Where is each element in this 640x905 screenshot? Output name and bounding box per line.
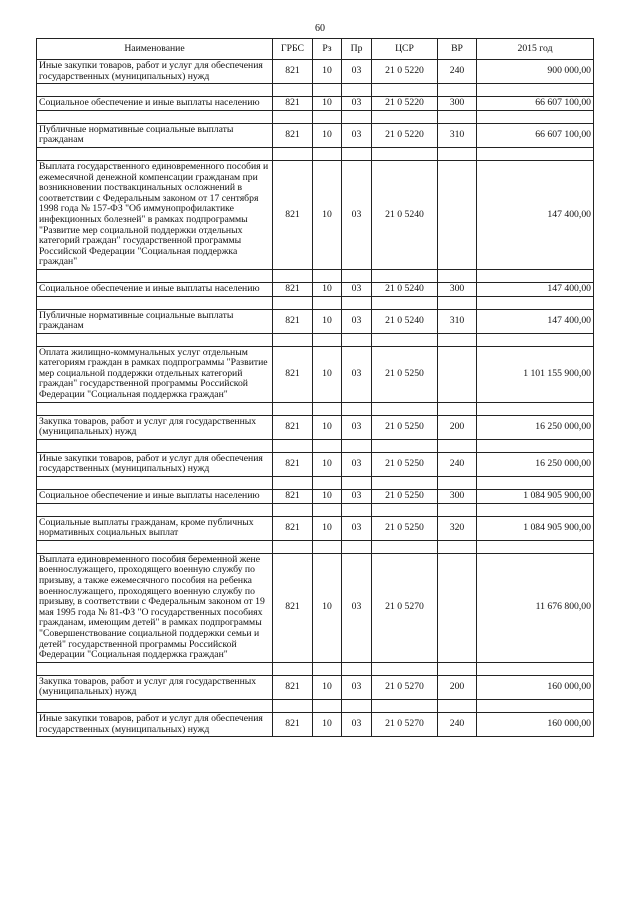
spacer-cell bbox=[273, 439, 313, 452]
spacer-cell bbox=[273, 699, 313, 712]
cell-sum: 11 676 800,00 bbox=[477, 553, 594, 662]
cell-csr: 21 0 5220 bbox=[372, 60, 438, 84]
spacer-cell bbox=[477, 477, 594, 490]
cell-sum: 16 250 000,00 bbox=[477, 452, 594, 476]
table-header-row bbox=[37, 39, 594, 60]
cell-pr: 03 bbox=[342, 490, 372, 504]
spacer-cell bbox=[438, 503, 477, 516]
cell-csr: 21 0 5250 bbox=[372, 516, 438, 540]
table-row bbox=[37, 123, 594, 147]
table-row bbox=[37, 346, 594, 402]
cell-rz: 10 bbox=[313, 452, 342, 476]
spacer-cell bbox=[342, 699, 372, 712]
spacer-cell bbox=[37, 477, 273, 490]
cell-rz: 10 bbox=[313, 675, 342, 699]
cell-name: Выплата единовременного пособия беременной жене военнослужащего, проходящего военную службу по призыву, а также ежемесячного пособия на ребенка военнослужащего, проходящего военную службу по призыву, в соответствии с Федеральным законом от 19 мая 1995 года № 81-ФЗ "О государственных пособиях гражданам, имеющим детей" в рамках подпрограммы "Совершенствование социальной поддержки семьи и детей" государственной программы Российской Федерации "Социальная поддержка граждан" bbox=[37, 553, 273, 662]
cell-vr: 200 bbox=[438, 675, 477, 699]
spacer-cell bbox=[37, 699, 273, 712]
cell-vr bbox=[438, 160, 477, 269]
cell-grbs: 821 bbox=[273, 553, 313, 662]
cell-name: Закупка товаров, работ и услуг для государственных (муниципальных) нужд bbox=[37, 415, 273, 439]
table-row bbox=[37, 309, 594, 333]
spacer-cell bbox=[342, 439, 372, 452]
spacer-cell bbox=[37, 110, 273, 123]
spacer-cell bbox=[438, 296, 477, 309]
budget-table bbox=[36, 38, 594, 737]
spacer-cell bbox=[372, 540, 438, 553]
spacer-cell bbox=[273, 402, 313, 415]
cell-pr: 03 bbox=[342, 415, 372, 439]
cell-name: Оплата жилищно-коммунальных услуг отдельным категориям граждан в рамках подпрограммы "Развитие мер социальной поддержки отдельных категорий граждан" государственной программы Российской Федерации "Социальная поддержка граждан" bbox=[37, 346, 273, 402]
spacer-cell bbox=[313, 296, 342, 309]
cell-pr: 03 bbox=[342, 712, 372, 736]
table-row bbox=[37, 97, 594, 111]
cell-vr: 320 bbox=[438, 516, 477, 540]
row-spacer bbox=[37, 540, 594, 553]
cell-sum: 900 000,00 bbox=[477, 60, 594, 84]
header-csr: ЦСР bbox=[372, 39, 438, 60]
spacer-cell bbox=[273, 662, 313, 675]
cell-sum: 1 084 905 900,00 bbox=[477, 490, 594, 504]
cell-pr: 03 bbox=[342, 60, 372, 84]
cell-rz: 10 bbox=[313, 712, 342, 736]
spacer-cell bbox=[313, 147, 342, 160]
spacer-cell bbox=[37, 439, 273, 452]
spacer-cell bbox=[342, 84, 372, 97]
cell-rz: 10 bbox=[313, 415, 342, 439]
table-row bbox=[37, 415, 594, 439]
cell-name: Социальные выплаты гражданам, кроме публичных нормативных социальных выплат bbox=[37, 516, 273, 540]
spacer-cell bbox=[477, 110, 594, 123]
spacer-cell bbox=[313, 503, 342, 516]
cell-sum: 160 000,00 bbox=[477, 675, 594, 699]
row-spacer bbox=[37, 333, 594, 346]
cell-grbs: 821 bbox=[273, 160, 313, 269]
cell-csr: 21 0 5250 bbox=[372, 452, 438, 476]
spacer-cell bbox=[438, 662, 477, 675]
spacer-cell bbox=[477, 439, 594, 452]
spacer-cell bbox=[273, 84, 313, 97]
row-spacer bbox=[37, 269, 594, 282]
header-rz: Рз bbox=[313, 39, 342, 60]
cell-grbs: 821 bbox=[273, 675, 313, 699]
spacer-cell bbox=[438, 269, 477, 282]
cell-sum: 16 250 000,00 bbox=[477, 415, 594, 439]
spacer-cell bbox=[313, 333, 342, 346]
cell-vr: 240 bbox=[438, 712, 477, 736]
cell-grbs: 821 bbox=[273, 346, 313, 402]
spacer-cell bbox=[313, 477, 342, 490]
spacer-cell bbox=[438, 147, 477, 160]
spacer-cell bbox=[342, 269, 372, 282]
cell-pr: 03 bbox=[342, 452, 372, 476]
row-spacer bbox=[37, 84, 594, 97]
cell-vr: 300 bbox=[438, 490, 477, 504]
spacer-cell bbox=[273, 477, 313, 490]
spacer-cell bbox=[313, 540, 342, 553]
spacer-cell bbox=[477, 402, 594, 415]
spacer-cell bbox=[477, 503, 594, 516]
spacer-cell bbox=[273, 333, 313, 346]
spacer-cell bbox=[438, 540, 477, 553]
cell-csr: 21 0 5250 bbox=[372, 346, 438, 402]
page-number: 60 bbox=[315, 23, 325, 34]
cell-csr: 21 0 5270 bbox=[372, 553, 438, 662]
spacer-cell bbox=[313, 662, 342, 675]
cell-name: Социальное обеспечение и иные выплаты населению bbox=[37, 97, 273, 111]
cell-csr: 21 0 5240 bbox=[372, 282, 438, 296]
row-spacer bbox=[37, 402, 594, 415]
spacer-cell bbox=[273, 296, 313, 309]
spacer-cell bbox=[372, 402, 438, 415]
cell-sum: 147 400,00 bbox=[477, 309, 594, 333]
cell-sum: 66 607 100,00 bbox=[477, 97, 594, 111]
spacer-cell bbox=[342, 110, 372, 123]
spacer-cell bbox=[477, 540, 594, 553]
cell-rz: 10 bbox=[313, 490, 342, 504]
spacer-cell bbox=[342, 540, 372, 553]
cell-rz: 10 bbox=[313, 282, 342, 296]
spacer-cell bbox=[342, 503, 372, 516]
spacer-cell bbox=[372, 147, 438, 160]
cell-pr: 03 bbox=[342, 346, 372, 402]
spacer-cell bbox=[313, 84, 342, 97]
table-row bbox=[37, 282, 594, 296]
spacer-cell bbox=[273, 269, 313, 282]
spacer-cell bbox=[273, 503, 313, 516]
spacer-cell bbox=[438, 333, 477, 346]
spacer-cell bbox=[37, 147, 273, 160]
cell-vr: 200 bbox=[438, 415, 477, 439]
cell-rz: 10 bbox=[313, 309, 342, 333]
cell-vr bbox=[438, 553, 477, 662]
cell-grbs: 821 bbox=[273, 309, 313, 333]
table-row bbox=[37, 712, 594, 736]
spacer-cell bbox=[372, 439, 438, 452]
cell-csr: 21 0 5240 bbox=[372, 309, 438, 333]
spacer-cell bbox=[477, 84, 594, 97]
spacer-cell bbox=[477, 662, 594, 675]
cell-vr: 300 bbox=[438, 97, 477, 111]
spacer-cell bbox=[342, 147, 372, 160]
table-row bbox=[37, 490, 594, 504]
cell-name: Иные закупки товаров, работ и услуг для обеспечения государственных (муниципальных) нужд bbox=[37, 712, 273, 736]
cell-sum: 1 101 155 900,00 bbox=[477, 346, 594, 402]
spacer-cell bbox=[372, 296, 438, 309]
spacer-cell bbox=[372, 477, 438, 490]
row-spacer bbox=[37, 699, 594, 712]
spacer-cell bbox=[342, 333, 372, 346]
header-pr: Пр bbox=[342, 39, 372, 60]
cell-csr: 21 0 5270 bbox=[372, 675, 438, 699]
cell-sum: 1 084 905 900,00 bbox=[477, 516, 594, 540]
cell-rz: 10 bbox=[313, 346, 342, 402]
cell-csr: 21 0 5250 bbox=[372, 490, 438, 504]
cell-grbs: 821 bbox=[273, 712, 313, 736]
cell-vr bbox=[438, 346, 477, 402]
cell-vr: 240 bbox=[438, 60, 477, 84]
cell-name: Закупка товаров, работ и услуг для государственных (муниципальных) нужд bbox=[37, 675, 273, 699]
spacer-cell bbox=[37, 662, 273, 675]
row-spacer bbox=[37, 477, 594, 490]
spacer-cell bbox=[372, 110, 438, 123]
spacer-cell bbox=[37, 269, 273, 282]
header-sum: 2015 год bbox=[477, 39, 594, 60]
cell-vr: 310 bbox=[438, 309, 477, 333]
spacer-cell bbox=[372, 662, 438, 675]
spacer-cell bbox=[372, 84, 438, 97]
spacer-cell bbox=[37, 296, 273, 309]
cell-vr: 300 bbox=[438, 282, 477, 296]
cell-sum: 147 400,00 bbox=[477, 160, 594, 269]
cell-grbs: 821 bbox=[273, 123, 313, 147]
cell-csr: 21 0 5220 bbox=[372, 123, 438, 147]
spacer-cell bbox=[438, 84, 477, 97]
cell-rz: 10 bbox=[313, 553, 342, 662]
spacer-cell bbox=[273, 147, 313, 160]
spacer-cell bbox=[342, 477, 372, 490]
spacer-cell bbox=[438, 477, 477, 490]
cell-rz: 10 bbox=[313, 97, 342, 111]
spacer-cell bbox=[372, 269, 438, 282]
spacer-cell bbox=[477, 147, 594, 160]
spacer-cell bbox=[477, 269, 594, 282]
spacer-cell bbox=[313, 699, 342, 712]
cell-pr: 03 bbox=[342, 160, 372, 269]
table-row bbox=[37, 675, 594, 699]
table-row bbox=[37, 452, 594, 476]
cell-grbs: 821 bbox=[273, 516, 313, 540]
cell-vr: 240 bbox=[438, 452, 477, 476]
header-grbs: ГРБС bbox=[273, 39, 313, 60]
row-spacer bbox=[37, 110, 594, 123]
cell-csr: 21 0 5240 bbox=[372, 160, 438, 269]
cell-vr: 310 bbox=[438, 123, 477, 147]
spacer-cell bbox=[313, 402, 342, 415]
spacer-cell bbox=[37, 84, 273, 97]
row-spacer bbox=[37, 503, 594, 516]
cell-pr: 03 bbox=[342, 97, 372, 111]
cell-grbs: 821 bbox=[273, 452, 313, 476]
cell-rz: 10 bbox=[313, 160, 342, 269]
cell-name: Публичные нормативные социальные выплаты гражданам bbox=[37, 123, 273, 147]
cell-grbs: 821 bbox=[273, 60, 313, 84]
cell-name: Иные закупки товаров, работ и услуг для обеспечения государственных (муниципальных) нужд bbox=[37, 452, 273, 476]
spacer-cell bbox=[342, 402, 372, 415]
row-spacer bbox=[37, 296, 594, 309]
cell-name: Выплата государственного единовременного пособия и ежемесячной денежной компенсации гражданам при возникновении поствакцинальных осложнений в соответствии с Федеральным законом от 17 сентября 1998 года № 157-ФЗ "Об иммунопрофилактике инфекционных болезней" в рамках подпрограммы "Развитие мер социальной поддержки отдельных категорий граждан" государственной программы Российской Федерации "Социальная поддержка граждан" bbox=[37, 160, 273, 269]
cell-name: Социальное обеспечение и иные выплаты населению bbox=[37, 490, 273, 504]
spacer-cell bbox=[342, 662, 372, 675]
cell-name: Социальное обеспечение и иные выплаты населению bbox=[37, 282, 273, 296]
cell-sum: 147 400,00 bbox=[477, 282, 594, 296]
cell-csr: 21 0 5220 bbox=[372, 97, 438, 111]
cell-rz: 10 bbox=[313, 516, 342, 540]
cell-csr: 21 0 5270 bbox=[372, 712, 438, 736]
spacer-cell bbox=[438, 110, 477, 123]
cell-sum: 66 607 100,00 bbox=[477, 123, 594, 147]
spacer-cell bbox=[37, 503, 273, 516]
header-name: Наименование bbox=[37, 39, 273, 60]
header-vr: ВР bbox=[438, 39, 477, 60]
cell-grbs: 821 bbox=[273, 490, 313, 504]
spacer-cell bbox=[372, 699, 438, 712]
row-spacer bbox=[37, 147, 594, 160]
spacer-cell bbox=[477, 333, 594, 346]
spacer-cell bbox=[313, 439, 342, 452]
cell-grbs: 821 bbox=[273, 282, 313, 296]
spacer-cell bbox=[37, 540, 273, 553]
spacer-cell bbox=[37, 333, 273, 346]
spacer-cell bbox=[273, 540, 313, 553]
spacer-cell bbox=[273, 110, 313, 123]
cell-rz: 10 bbox=[313, 123, 342, 147]
cell-pr: 03 bbox=[342, 282, 372, 296]
spacer-cell bbox=[438, 439, 477, 452]
cell-grbs: 821 bbox=[273, 415, 313, 439]
cell-pr: 03 bbox=[342, 123, 372, 147]
spacer-cell bbox=[342, 296, 372, 309]
spacer-cell bbox=[372, 503, 438, 516]
table-row bbox=[37, 553, 594, 662]
cell-name: Публичные нормативные социальные выплаты гражданам bbox=[37, 309, 273, 333]
cell-pr: 03 bbox=[342, 309, 372, 333]
table-row bbox=[37, 160, 594, 269]
cell-grbs: 821 bbox=[273, 97, 313, 111]
cell-sum: 160 000,00 bbox=[477, 712, 594, 736]
spacer-cell bbox=[477, 699, 594, 712]
spacer-cell bbox=[438, 402, 477, 415]
spacer-cell bbox=[313, 269, 342, 282]
row-spacer bbox=[37, 439, 594, 452]
spacer-cell bbox=[313, 110, 342, 123]
cell-rz: 10 bbox=[313, 60, 342, 84]
cell-name: Иные закупки товаров, работ и услуг для обеспечения государственных (муниципальных) нужд bbox=[37, 60, 273, 84]
row-spacer bbox=[37, 662, 594, 675]
spacer-cell bbox=[372, 333, 438, 346]
table-row bbox=[37, 516, 594, 540]
cell-csr: 21 0 5250 bbox=[372, 415, 438, 439]
cell-pr: 03 bbox=[342, 675, 372, 699]
table-row bbox=[37, 60, 594, 84]
spacer-cell bbox=[438, 699, 477, 712]
spacer-cell bbox=[477, 296, 594, 309]
spacer-cell bbox=[37, 402, 273, 415]
cell-pr: 03 bbox=[342, 553, 372, 662]
cell-pr: 03 bbox=[342, 516, 372, 540]
